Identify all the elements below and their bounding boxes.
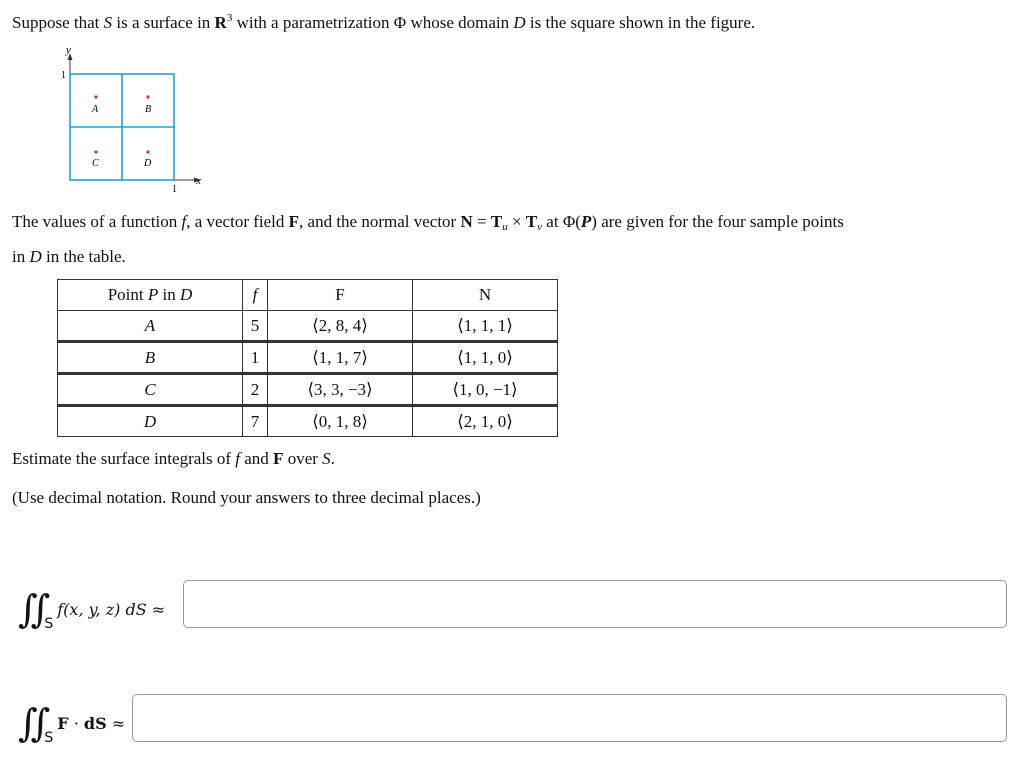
header-point: Point P in D: [58, 280, 243, 311]
cell-f: 5: [243, 311, 268, 342]
cell-point: A: [58, 311, 243, 342]
cell-f: 2: [243, 374, 268, 406]
integral-subscript: S: [44, 616, 54, 632]
cell-F: ⟨1, 1, 7⟩: [268, 342, 413, 374]
header-f: f: [243, 280, 268, 311]
cell-F: ⟨2, 8, 4⟩: [268, 311, 413, 342]
cell-point: B: [58, 342, 243, 374]
integral-subscript: S: [44, 730, 54, 746]
estimate-instruction: Estimate the surface integrals of f and F over S.: [12, 449, 335, 468]
point-b-label: B: [145, 104, 152, 115]
cell-point: C: [58, 374, 243, 406]
x-tick-label: 1: [172, 184, 177, 194]
cell-f: 1: [243, 342, 268, 374]
cell-N: ⟨1, 1, 0⟩: [413, 342, 558, 374]
cell-f: 7: [243, 406, 268, 437]
f-integral-answer-input[interactable]: [183, 580, 1007, 628]
values-description: The values of a function f, a vector field F, and the normal vector $N = T_u \times T_v$ at Φ(P) are given for the four sample points in D in the table.: [12, 212, 844, 266]
cell-N: ⟨1, 0, −1⟩: [413, 374, 558, 406]
F-integral-label: [18, 700, 125, 746]
point-c-dot: [94, 150, 97, 153]
f-integral-label: [18, 586, 165, 632]
F-integral-answer-input[interactable]: [132, 694, 1007, 742]
double-integral-icon: ∬: [18, 701, 41, 745]
point-d-dot: [146, 150, 149, 153]
y-axis-label: y: [66, 44, 71, 56]
point-c-label: C: [92, 158, 99, 169]
point-a-dot: [94, 95, 97, 98]
cell-N: ⟨1, 1, 1⟩: [413, 311, 558, 342]
table-row: [58, 406, 558, 437]
point-d-label: D: [144, 158, 152, 169]
header-N: N: [413, 280, 558, 311]
x-axis-label: x: [196, 175, 201, 187]
sample-values-table: [57, 279, 558, 437]
y-tick-label: 1: [61, 70, 66, 81]
table-row: [58, 374, 558, 406]
cell-point: D: [58, 406, 243, 437]
rounding-note: (Use decimal notation. Round your answers to three decimal places.): [12, 488, 481, 507]
F-integral-expression: F · dS ≈: [57, 713, 126, 733]
domain-square-figure: [56, 44, 216, 194]
table-row: [58, 342, 558, 374]
cell-F: ⟨3, 3, −3⟩: [268, 374, 413, 406]
point-b-dot: [146, 95, 149, 98]
header-F: F: [268, 280, 413, 311]
table-row: [58, 311, 558, 342]
double-integral-icon: ∬: [18, 587, 41, 631]
point-a-label: A: [92, 104, 99, 115]
f-integral-expression: f(x, y, z) dS ≈: [57, 599, 166, 619]
cell-N: ⟨2, 1, 0⟩: [413, 406, 558, 437]
intro-text: Suppose that S is a surface in $R^3$ with a parametrization Φ whose domain D is the square shown in the figure.: [12, 12, 756, 32]
table-header-row: [58, 280, 558, 311]
cell-F: ⟨0, 1, 8⟩: [268, 406, 413, 437]
